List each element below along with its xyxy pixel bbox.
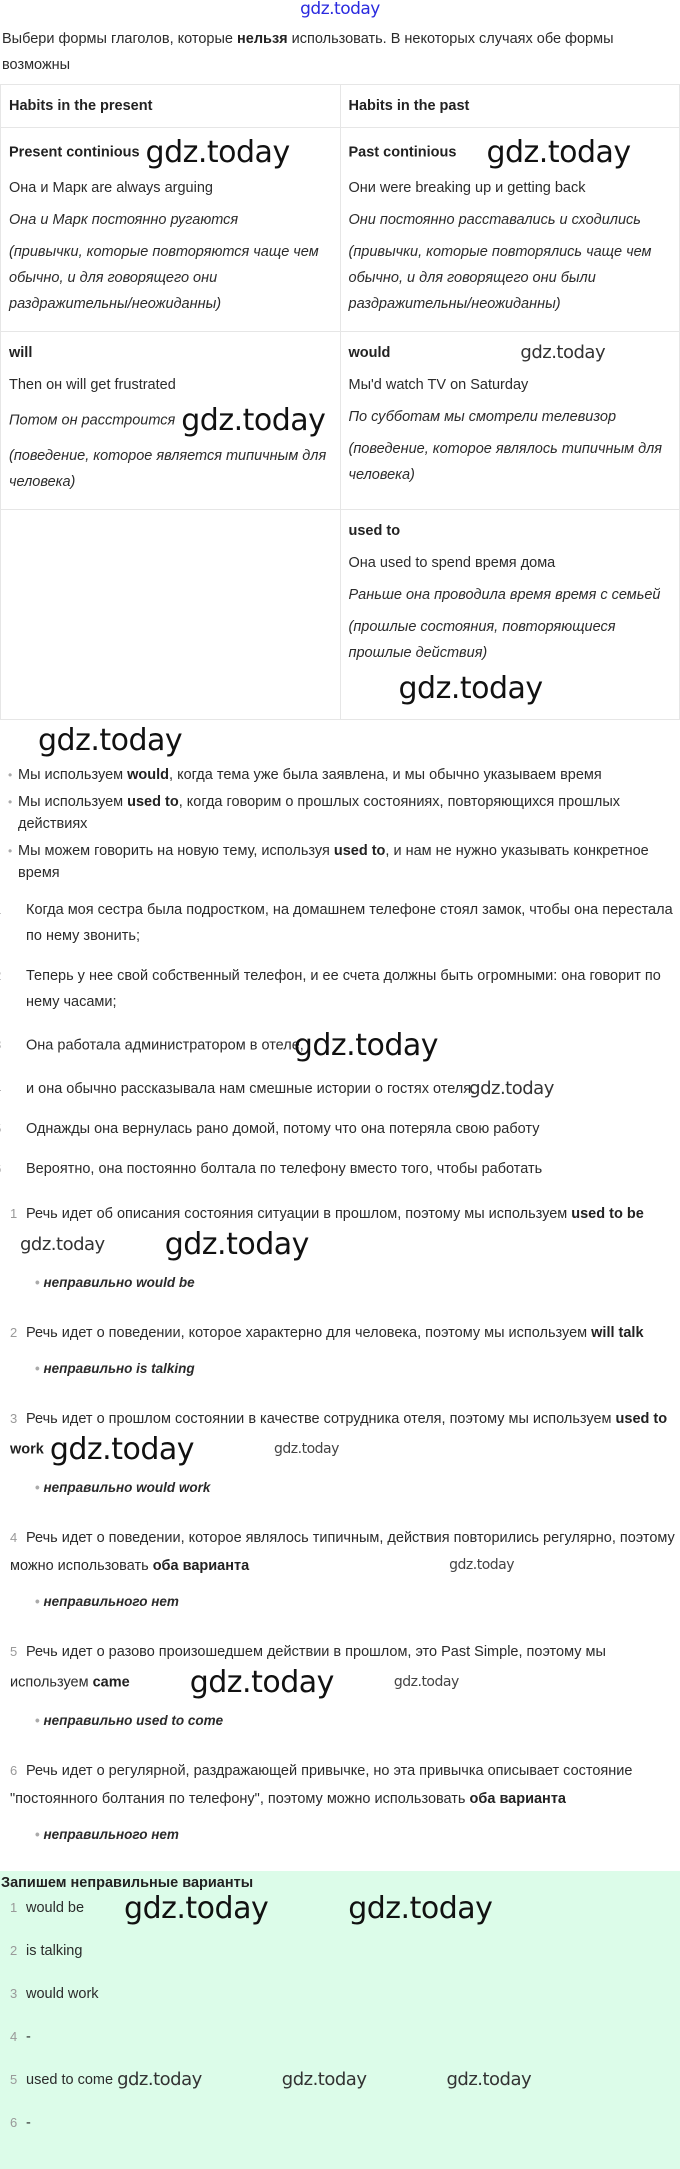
watermark: gdz.today <box>348 1890 493 1926</box>
table-row <box>1 510 680 720</box>
incorrect-value: неправильного нет <box>43 1827 179 1842</box>
item-number: 6 <box>10 1763 18 1778</box>
correct-form: will talk <box>591 1325 644 1341</box>
cell-title: Past continious <box>348 144 457 161</box>
cell-note: (поведение, которое являлось типичным для человека) <box>348 441 663 483</box>
watermark: gdz.today <box>398 671 543 706</box>
text: Мы используем <box>18 794 128 810</box>
cell-note: (прошлые состояния, повторяющиеся прошлые действия) <box>348 619 616 661</box>
list-item <box>8 840 680 884</box>
answer-text: is talking <box>26 1943 83 1959</box>
cell-note: (поведение, которое является типичным для человека) <box>9 448 327 490</box>
cell-translation: Они постоянно расставались и сходились <box>348 212 641 228</box>
cell-translation: Она и Марк постоянно ругаются <box>9 212 239 228</box>
sentence-item <box>10 1116 678 1142</box>
watermark: gdz.today <box>49 1432 195 1467</box>
answer-text: would be <box>26 1900 85 1916</box>
text-bold: would <box>127 767 170 783</box>
item-number: 6 <box>10 2115 18 2130</box>
item-number <box>10 897 26 923</box>
item-number <box>10 1156 26 1182</box>
incorrect-form <box>10 1588 678 1616</box>
item-number: 1 <box>10 1206 18 1221</box>
cell-note: (привычки, которые повторялись чаще чем обычно, и для говорящего они были раздражительны/неожиданны) <box>348 244 652 312</box>
incorrect-form <box>10 1269 678 1297</box>
intro-text: Выбери формы глаголов, которые <box>2 31 238 47</box>
text: , когда тема уже была заявлена, и мы обычно указываем время <box>169 767 602 783</box>
explanation-item <box>10 1200 678 1297</box>
watermark: gdz.today <box>469 1078 554 1100</box>
explanation-text: Речь идет о регулярной, раздражающей привычке, но эта привычка описывает состояние "постоянного болтания по телефону", поэтому можно использовать <box>10 1763 633 1807</box>
answers-section <box>0 1871 680 2169</box>
correct-form: used to be <box>571 1206 644 1222</box>
answer-item <box>0 2106 680 2140</box>
item-number: 3 <box>10 1986 18 2001</box>
cell-title: will <box>9 345 33 361</box>
watermark: gdz.today <box>181 403 326 438</box>
list-item <box>8 791 680 835</box>
incorrect-label: неправильно <box>43 1361 137 1376</box>
incorrect-form <box>10 1474 678 1502</box>
table-cell-empty <box>1 510 341 720</box>
intro-emphasis: нельзя <box>237 31 288 47</box>
text-bold: used to <box>127 794 179 810</box>
header-present: Habits in the present <box>1 85 341 128</box>
incorrect-label: неправильно <box>43 1275 137 1290</box>
incorrect-form <box>10 1707 678 1735</box>
incorrect-value: would work <box>136 1480 211 1495</box>
correct-form: used to work <box>10 1411 668 1458</box>
incorrect-value: would be <box>136 1275 195 1290</box>
answer-text: used to come <box>26 2072 114 2088</box>
text: Мы можем говорить на новую тему, используя <box>18 843 334 859</box>
explanation-text: Речь идет об описания состояния ситуации в прошлом, поэтому мы используем <box>26 1206 572 1222</box>
cell-translation: Потом он расстроится <box>9 412 176 429</box>
watermark: gdz.today <box>520 342 606 364</box>
incorrect-value: used to come <box>136 1713 224 1728</box>
cell-example: Она used to spend время дома <box>348 555 556 571</box>
watermark: gdz.today <box>449 1557 515 1574</box>
watermark: gdz.today <box>486 135 631 170</box>
explanation-item <box>10 1638 678 1735</box>
watermark: gdz.today <box>38 723 183 758</box>
watermark: gdz.today <box>446 2069 532 2091</box>
sentence-text: Теперь у нее свой собственный телефон, и ее счета должны быть огромными: она говорит по нему часами; <box>26 968 661 1010</box>
explanation-text: Речь идет о разово произошедшем действии в прошлом, это Past Simple, поэтому мы используем <box>10 1644 606 1691</box>
item-number: 2 <box>10 1943 18 1958</box>
watermark: gdz.today <box>117 2069 202 2091</box>
explanations-list <box>0 1196 680 1849</box>
watermark-logo: gdz.today <box>300 0 380 19</box>
explanation-item <box>10 1757 678 1849</box>
sentence-text: Вероятно, она постоянно болтала по телефону вместо того, чтобы работать <box>26 1161 543 1177</box>
correct-form: оба варианта <box>152 1558 250 1574</box>
table-cell <box>340 128 680 332</box>
watermark: gdz.today <box>164 1227 309 1262</box>
correct-form: оба варианта <box>469 1791 566 1807</box>
answer-item <box>0 1977 680 2011</box>
cell-title: Present continious <box>9 144 140 161</box>
intro-text: использовать. В некоторых случаях обе формы возможны <box>2 31 614 73</box>
explanation-item <box>10 1319 678 1383</box>
sentence-text: и она обычно рассказывала нам смешные истории о гостях отеля. <box>26 1081 476 1097</box>
answer-item <box>0 1891 680 1925</box>
table-cell <box>340 510 680 720</box>
table-cell <box>1 128 341 332</box>
table-row <box>1 128 680 332</box>
cell-example: Она и Марк are always arguing <box>9 180 213 196</box>
task-instructions <box>0 24 680 78</box>
sentences-list <box>0 889 680 1182</box>
watermark: gdz.today <box>281 2069 367 2091</box>
cell-example: Они were breaking up и getting back <box>348 180 586 196</box>
sentence-item <box>10 897 678 949</box>
incorrect-label: неправильно <box>43 1713 137 1728</box>
item-number: 5 <box>10 2072 18 2087</box>
sentence-text: Она работала администратором в отеле, <box>26 1037 304 1054</box>
cell-example: Мы'd watch TV on Saturday <box>348 377 529 393</box>
incorrect-label: неправильно <box>43 1480 137 1495</box>
watermark: gdz.today <box>20 1233 105 1255</box>
item-number: 3 <box>10 1411 18 1426</box>
correct-form: came <box>92 1674 130 1691</box>
table-cell <box>340 332 680 510</box>
watermark: gdz.today <box>393 1673 459 1690</box>
text-bold: used to <box>333 843 386 859</box>
list-item <box>8 764 680 786</box>
incorrect-value: is talking <box>136 1361 195 1376</box>
item-number <box>10 963 26 989</box>
incorrect-value: неправильного нет <box>43 1594 179 1609</box>
cell-note: (привычки, которые повторяются чаще чем обычно, и для говорящего они раздражительны/неожиданны) <box>9 244 319 312</box>
watermark-row <box>0 720 680 764</box>
watermark: gdz.today <box>274 1440 339 1457</box>
item-number <box>10 1032 26 1058</box>
explanation-text: Речь идет о поведении, которое характерно для человека, поэтому мы используем <box>26 1325 592 1341</box>
table-cell <box>1 332 341 510</box>
item-number: 5 <box>10 1644 18 1659</box>
sentence-text: Когда моя сестра была подростком, на домашнем телефоне стоял замок, чтобы она перестала по нему звонить; <box>26 902 673 944</box>
item-number: 4 <box>10 1530 18 1545</box>
sentence-item <box>10 963 678 1015</box>
watermark: gdz.today <box>293 1028 438 1063</box>
table-row <box>1 332 680 510</box>
cell-title: would <box>348 345 391 361</box>
incorrect-form <box>10 1355 678 1383</box>
text: Мы используем <box>18 767 128 783</box>
rules-list <box>0 764 680 884</box>
explanation-text: Речь идет о поведении, которое являлось типичным, действия повторились регулярно, поэтому можно использовать <box>10 1530 675 1574</box>
item-number: 1 <box>10 1900 18 1915</box>
answers-title: Запишем неправильные варианты <box>1 1875 254 1891</box>
text: , когда говорим о прошлых состояниях, повторяющихся прошлых действиях <box>18 794 621 832</box>
answer-item <box>0 2020 680 2054</box>
header-past: Habits in the past <box>340 85 680 128</box>
item-number <box>10 1076 26 1102</box>
answer-text: - <box>26 2115 31 2131</box>
table-header-row <box>1 85 680 128</box>
item-number: 2 <box>10 1325 18 1340</box>
cell-translation: По субботам мы смотрели телевизор <box>348 409 617 425</box>
sentence-item <box>10 1076 678 1102</box>
cell-title: used to <box>348 523 401 539</box>
cell-example: Then он will get frustrated <box>9 377 176 393</box>
sentence-item <box>10 1029 678 1062</box>
cell-translation: Раньше она проводила время время с семьей <box>348 587 661 603</box>
sentence-item <box>10 1156 678 1182</box>
answer-text: - <box>26 2029 31 2045</box>
watermark-header <box>0 0 680 24</box>
habits-table <box>0 84 680 720</box>
incorrect-form <box>10 1821 678 1849</box>
answer-text: would work <box>26 1986 99 2002</box>
answer-item <box>0 1934 680 1968</box>
watermark: gdz.today <box>189 1665 334 1700</box>
answer-item <box>0 2063 680 2097</box>
explanation-text: Речь идет о прошлом состоянии в качестве сотрудника отеля, поэтому мы используем <box>26 1411 616 1427</box>
item-number <box>10 1116 26 1142</box>
item-number: 4 <box>10 2029 18 2044</box>
watermark: gdz.today <box>145 135 290 170</box>
explanation-item <box>10 1524 678 1616</box>
text: , и нам не нужно указывать конкретное время <box>18 843 649 881</box>
watermark: gdz.today <box>124 1890 269 1926</box>
sentence-text: Однажды она вернулась рано домой, потому что она потеряла свою работу <box>26 1121 540 1137</box>
explanation-item <box>10 1405 678 1502</box>
